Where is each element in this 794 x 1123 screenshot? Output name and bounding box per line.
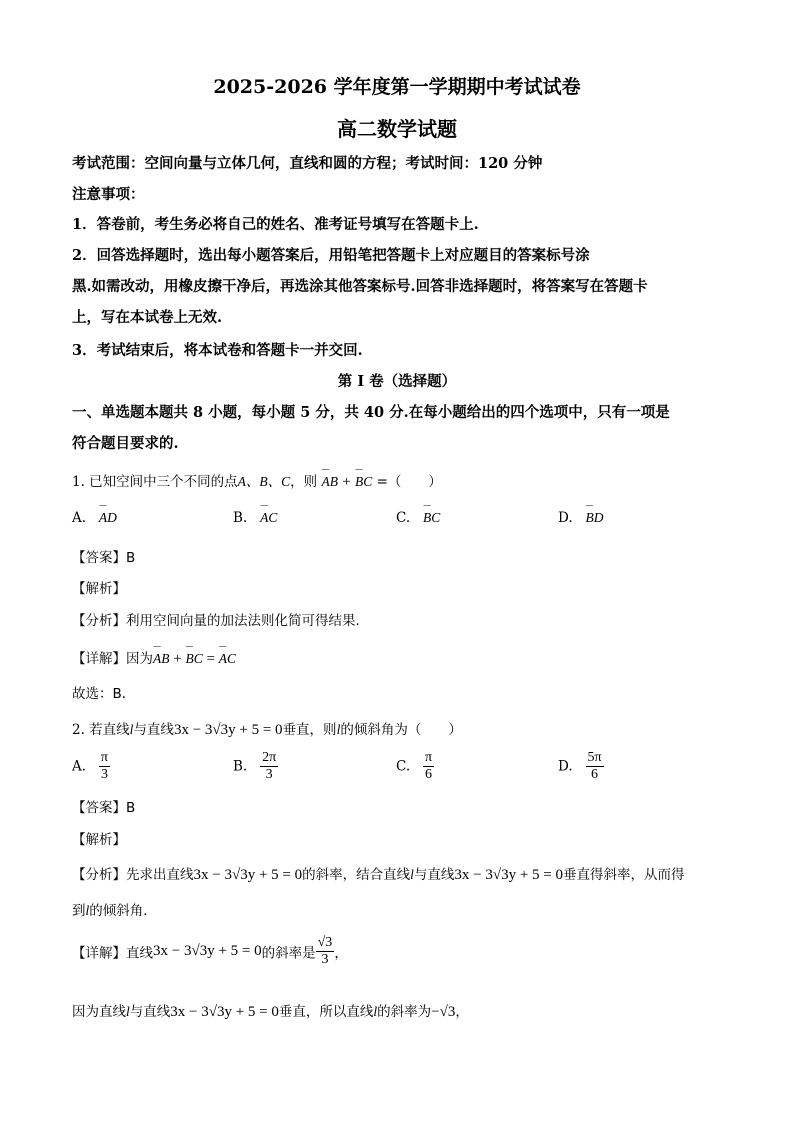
q2-detail1-b: 的斜率是 bbox=[261, 945, 316, 962]
note-2-line-2: 黑.如需改动，用橡皮擦干净后，再选涂其他答案标号.回答非选择题时，将答案写在答题卡 bbox=[72, 278, 648, 295]
q2-option-b-num: 2π bbox=[262, 750, 277, 765]
q2-fenxi-eq-1: 3x − 3√3y + 5 = 0 bbox=[193, 867, 303, 883]
q1-option-d-label: D. bbox=[558, 510, 573, 526]
q2-stem-mid1: 与直线 bbox=[133, 722, 174, 738]
q2-detail2-b: 与直线 bbox=[129, 1004, 171, 1020]
q2-fenxi-l-1: l bbox=[410, 867, 414, 882]
note-2-line-1: 2．回答选择题时，选出每小题答案后，用铅笔把答题卡上对应题目的答案标号涂 bbox=[72, 247, 590, 264]
q2-option-d-num: 5π bbox=[587, 750, 602, 765]
q1-stem-suffix: =（ ） bbox=[376, 474, 442, 490]
q2-neg-sqrt3: −√3 bbox=[431, 1004, 456, 1020]
q2-fenxi-line-2 bbox=[72, 899, 157, 919]
q1-detail-ab: ⌢⌢ AB bbox=[153, 651, 170, 667]
q2-option-b-label: B. bbox=[233, 758, 248, 775]
q2-detail2-l-1: l bbox=[126, 1004, 130, 1019]
exam-subtitle: 高二数学试题 bbox=[337, 117, 457, 141]
q2-option-c-label: C. bbox=[396, 758, 411, 775]
q1-detail-ac: ⌢⌢ AC bbox=[219, 651, 236, 667]
q2-detail1-c: ， bbox=[334, 945, 348, 962]
q2-line-equation: 3x − 3√3y + 5 = 0 bbox=[173, 722, 283, 738]
q1-detail-prefix: 【详解】因为 bbox=[72, 651, 153, 667]
q2-fenxi-a1: 【分析】先求出直线 bbox=[72, 867, 194, 883]
q1-points: A、B、C bbox=[237, 474, 291, 489]
q1-stem-prefix: 1. 已知空间中三个不同的点 bbox=[72, 474, 238, 490]
q2-fenxi-b2: 的倾斜角． bbox=[89, 903, 157, 919]
q2-slope-num: √3 bbox=[317, 935, 333, 950]
q2-stem bbox=[72, 718, 462, 739]
q2-detail2-l-2: l bbox=[373, 1004, 378, 1019]
q1-plus: + bbox=[342, 474, 351, 490]
q2-option-d-den: 6 bbox=[591, 767, 599, 782]
q2-option-a-label: A. bbox=[72, 758, 87, 775]
q1-option-b bbox=[233, 510, 277, 526]
q2-option-c bbox=[396, 750, 434, 783]
q1-option-b-value: ⌢⌢ AC bbox=[260, 510, 277, 526]
q1-option-d bbox=[558, 510, 604, 526]
exam-scope: 考试范围：空间向量与立体几何，直线和圆的方程；考试时间：120 分钟 bbox=[72, 155, 543, 172]
q2-detail-line-1 bbox=[72, 935, 348, 968]
q2-fenxi-b1: 到 bbox=[72, 903, 86, 919]
q2-option-a bbox=[72, 750, 110, 783]
q1-detail-bc: ⌢⌢ BC bbox=[185, 651, 202, 667]
q2-fenxi-a2: 的斜率，结合直线 bbox=[302, 867, 411, 883]
q2-detail1-eq: 3x − 3√3y + 5 = 0 bbox=[153, 943, 262, 959]
q2-option-d-label: D. bbox=[558, 758, 573, 775]
q2-option-d bbox=[558, 750, 604, 783]
q2-option-a-den: 3 bbox=[100, 767, 108, 782]
q1-option-a-label: A. bbox=[72, 510, 87, 526]
q2-detail1-a: 【详解】直线 bbox=[72, 945, 153, 962]
q1-option-c bbox=[396, 510, 440, 526]
q2-fenxi-a4: 垂直得斜率，从而得 bbox=[563, 867, 685, 883]
q1-option-a-value: ⌢⌢ AD bbox=[99, 510, 117, 526]
q2-stem-suffix: 的倾斜角为（ ） bbox=[340, 722, 462, 738]
q2-option-b bbox=[233, 750, 278, 783]
q2-stem-prefix: 2. 若直线 bbox=[72, 722, 130, 738]
q2-stem-mid2: 垂直，则 bbox=[282, 722, 337, 738]
q1-vector-ab: ⌢⌢ AB bbox=[321, 474, 338, 490]
q1-detail: 【详解】因为⌢⌢ AB + ⌢⌢ BC = ⌢⌢ AC bbox=[72, 647, 236, 668]
q1-vector-bc: ⌢⌢ BC bbox=[355, 474, 372, 490]
q1-option-c-value: ⌢⌢ BC bbox=[423, 510, 440, 526]
q2-line-l-2: l bbox=[336, 722, 341, 737]
q1-option-d-value: ⌢⌢ BD bbox=[586, 510, 604, 526]
q2-detail2-eq: 3x − 3√3y + 5 = 0 bbox=[170, 1004, 279, 1020]
q1-answer: 【答案】B bbox=[72, 550, 136, 566]
q1-option-b-label: B. bbox=[233, 510, 248, 526]
q2-detail2-d: 的斜率为 bbox=[377, 1004, 432, 1020]
q2-option-b-den: 3 bbox=[265, 767, 273, 782]
q1-stem bbox=[72, 470, 442, 491]
q2-line-l: l bbox=[129, 722, 134, 737]
q2-detail2-c: 垂直，所以直线 bbox=[278, 1004, 374, 1020]
q2-detail2-e: ， bbox=[455, 1004, 469, 1020]
section-heading-line-1: 一、单选题本题共 8 小题，每小题 5 分，共 40 分.在每小题给出的四个选项中，只有一项是 bbox=[72, 404, 670, 421]
q2-option-a-num: π bbox=[100, 750, 108, 765]
q2-analysis: 【解析】 bbox=[72, 832, 126, 848]
q2-fenxi-eq-2: 3x − 3√3y + 5 = 0 bbox=[454, 867, 564, 883]
q1-stem-mid: ，则 bbox=[290, 474, 318, 490]
note-3: 3．考试结束后，将本试卷和答题卡一并交回. bbox=[72, 342, 363, 359]
q1-option-c-label: C. bbox=[396, 510, 411, 526]
q2-answer: 【答案】B bbox=[72, 800, 136, 816]
q2-fenxi-a3: 与直线 bbox=[413, 867, 455, 883]
q2-option-c-num: π bbox=[425, 750, 433, 765]
note-1: 1．答卷前，考生务必将自己的姓名、准考证号填写在答题卡上. bbox=[72, 216, 479, 233]
q1-fenxi: 【分析】利用空间向量的加法法则化简可得结果． bbox=[72, 613, 369, 629]
q2-detail-line-2 bbox=[72, 1000, 469, 1021]
q2-fenxi-line-1 bbox=[72, 863, 685, 884]
q1-analysis: 【解析】 bbox=[72, 581, 126, 597]
q2-detail2-a: 因为直线 bbox=[72, 1004, 126, 1020]
exam-title: 2025-2026 学年度第一学期期中考试试卷 bbox=[213, 76, 581, 98]
volume-title: 第 I 卷（选择题） bbox=[337, 373, 457, 390]
q1-conclusion: 故选：B． bbox=[72, 686, 136, 702]
note-2-line-3: 上，写在本试卷上无效. bbox=[72, 309, 223, 326]
q1-option-a bbox=[72, 510, 117, 526]
section-heading-line-2: 符合题目要求的. bbox=[72, 435, 179, 452]
notes-title: 注意事项： bbox=[72, 186, 145, 203]
q2-option-c-den: 6 bbox=[425, 767, 433, 782]
q2-slope-den: 3 bbox=[321, 952, 329, 967]
q2-fenxi-l-2: l bbox=[85, 903, 90, 918]
